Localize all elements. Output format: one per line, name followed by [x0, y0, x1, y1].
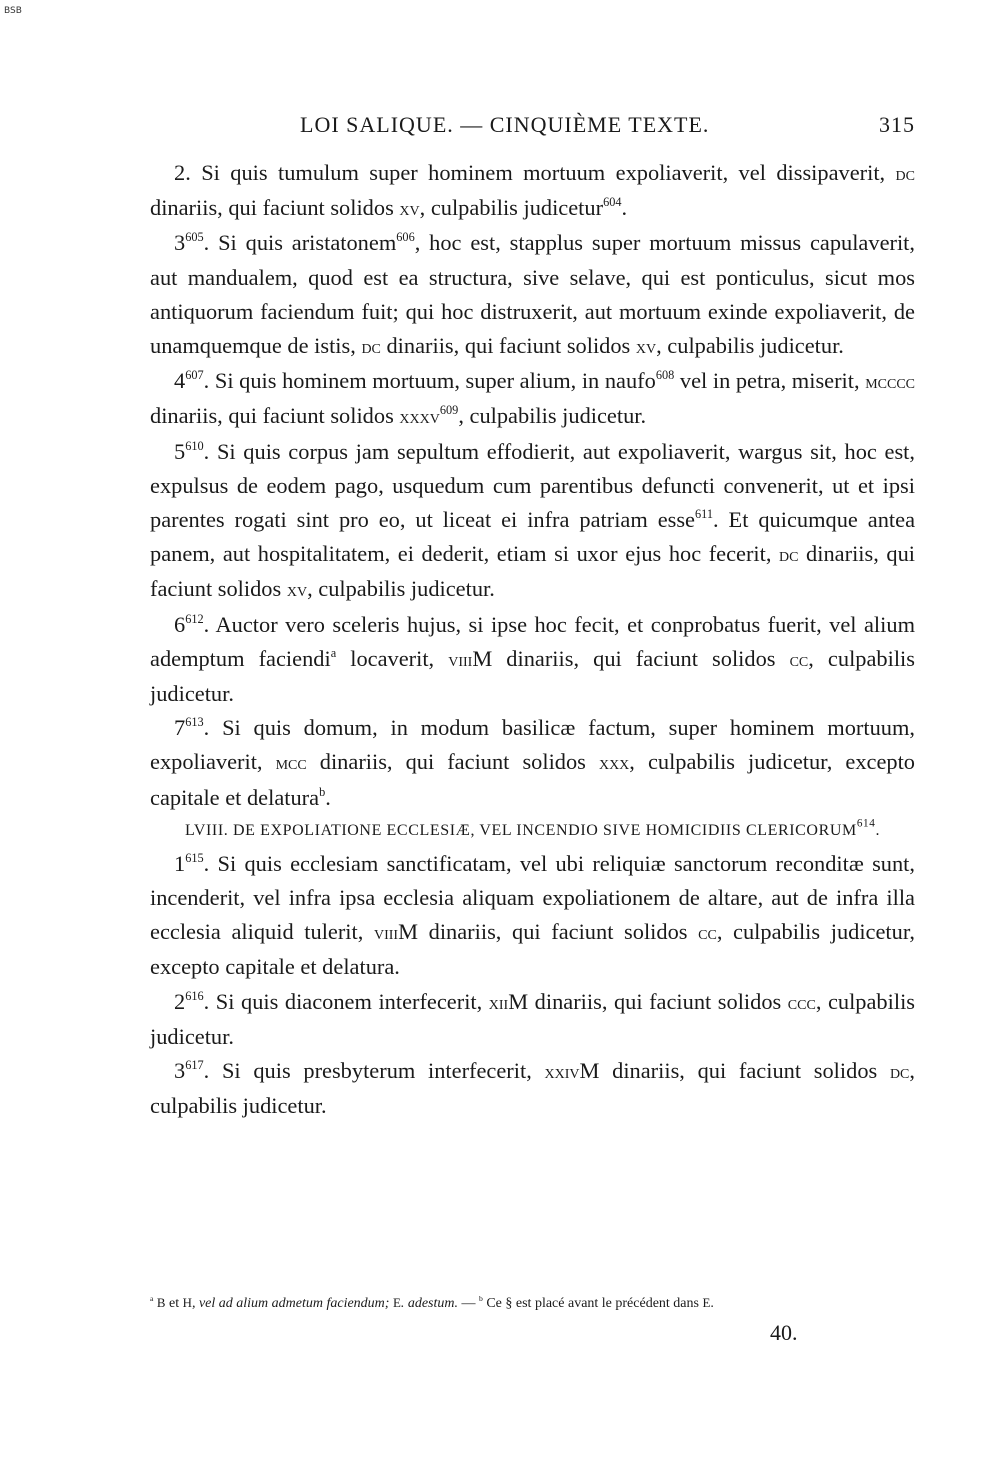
footnotes	[150, 1294, 915, 1313]
text-run: dinariis, qui faciunt solidos	[306, 749, 599, 775]
roman-numeral: dc	[889, 1061, 910, 1084]
text-run: M dinariis, qui faciunt solidos	[398, 919, 699, 945]
text-run: M dinariis, qui faciunt solidos	[508, 988, 788, 1014]
note-ref: 616	[185, 988, 204, 1003]
text-run: M dinariis, qui faciunt solidos	[579, 1058, 890, 1084]
text-run: , culpabilis judicetur.	[150, 645, 915, 707]
running-header	[150, 112, 915, 142]
text-run: . Si quis hominem mortuum, super alium, in naufo	[203, 368, 656, 394]
text-run: . Si quis diaconem interfecerit,	[203, 988, 489, 1014]
text-run: . Et quicumque antea panem, aut hospitalitatem, ei dederit, etiam si uxor ejus hoc fecerit,	[150, 507, 916, 567]
signature-mark: 40.	[770, 1320, 798, 1345]
roman-numeral: mcc	[275, 752, 307, 775]
text-run: , culpabilis judicetur, excepto capitale et delatura.	[150, 919, 915, 980]
note-ref: 611	[695, 506, 714, 521]
note-ref: 610	[185, 438, 204, 453]
paragraph-5	[150, 435, 915, 608]
text-run: dinariis, qui faciunt solidos	[380, 333, 636, 359]
text-run: 6	[174, 611, 186, 637]
text-run: .	[325, 784, 331, 810]
text-run: 3	[174, 230, 186, 256]
section-heading	[150, 815, 915, 847]
section-paragraph-2	[150, 985, 915, 1054]
roman-numeral: viii	[448, 648, 473, 671]
footnote-b-text: Ce § est placé avant le précédent dans	[482, 1296, 703, 1311]
text-run: 4	[174, 368, 186, 394]
text-run: , culpabilis judicetur.	[150, 988, 916, 1049]
text-run: . Auctor vero sceleris hujus, si ipse hoc fecit, et conprobatus fuerit, vel alium ademptum faciendi	[150, 611, 915, 671]
text-run: .	[710, 1296, 714, 1311]
paragraph-2	[150, 156, 915, 226]
roman-numeral: xv	[635, 336, 657, 359]
text-run: 7	[174, 715, 186, 741]
text-run: 2. Si quis tumulum super hominem mortuum expoliaverit, vel dissipaverit,	[174, 160, 896, 185]
note-ref: 613	[185, 715, 204, 730]
text-run: . Si quis corpus jam sepultum effodierit, aut expoliaverit, wargus sit, hoc est, expulsus de eodem pago, usquedum cum parentibus defuncti convenerit, ut et ipsi parentes rogati sint pro eo, ut liceat ei infra patriam esse	[150, 438, 915, 533]
footnote-ref: a	[330, 645, 337, 660]
heading-text: LVIII. DE EXPOLIATIONE ECCLESIÆ, VEL INCENDIO SIVE HOMICIDIIS CLERICORUM	[184, 821, 857, 839]
text-run: . Si quis domum, in modum basilicæ factum, super hominem mortuum, expoliaverit,	[150, 715, 915, 775]
paragraph-4	[150, 364, 915, 434]
roman-numeral: xxx	[598, 752, 630, 775]
roman-numeral: dc	[361, 336, 381, 359]
text-run: , culpabilis judicetur.	[458, 403, 647, 429]
roman-numeral: ccc	[787, 991, 816, 1014]
text-run: , culpabilis judicetur, excepto capitale et delatura	[150, 749, 915, 810]
roman-numeral: dc	[895, 163, 915, 185]
note-ref: 605	[185, 230, 204, 245]
section-paragraph-1	[150, 847, 915, 985]
section-paragraph-3	[150, 1054, 915, 1123]
text-run: , hoc est, stapplus super mortuum missus capulaverit, aut mandualem, quod est ea structura, sive selave, qui est ponticulus, sicut mos antiquorum faciendum fuit; qui hoc distruxerit, aut mortuum exinde expoliaverit, de unamquemque de istis,	[150, 230, 915, 359]
text-run: , culpabilis judicetur.	[307, 576, 495, 602]
note-ref: 617	[185, 1057, 204, 1072]
text-run: M dinariis, qui faciunt solidos	[472, 645, 790, 671]
text-body	[150, 156, 915, 1123]
note-ref: 609	[439, 403, 459, 418]
roman-numeral: dc	[779, 544, 799, 567]
manuscript-siglum: E	[392, 1296, 401, 1310]
footnote-a-text: , vel ad alium admetum faciendum;	[191, 1296, 393, 1311]
text-run: . Si quis ecclesiam sanctificatam, vel ubi reliquiæ sanctorum reconditæ sunt, incenderit, vel infra ipsa ecclesia aliquam expoliationem de altare, aut de infra illa ecclesia aliquid tulerit,	[150, 850, 915, 945]
text-run: , culpabilis judicetur.	[656, 333, 844, 359]
text-run: vel in petra, miserit,	[674, 368, 866, 394]
roman-numeral: xxxv	[399, 406, 440, 429]
roman-numeral: xii	[488, 991, 509, 1014]
roman-numeral: cc	[698, 922, 717, 945]
text-run: , culpabilis judicetur.	[150, 1058, 915, 1119]
text-run: dinariis, qui faciunt solidos	[150, 403, 400, 429]
roman-numeral: mcccc	[865, 371, 916, 394]
text-run: 3	[174, 1058, 186, 1084]
footnote-ref: b	[319, 784, 326, 799]
note-ref: 615	[185, 850, 204, 865]
page-number: 315	[879, 112, 915, 137]
manuscript-siglum: E	[702, 1296, 711, 1310]
note-ref: 604	[603, 194, 622, 209]
footnote-mark-b: b	[479, 1294, 483, 1304]
roman-numeral: viii	[373, 922, 399, 945]
manuscript-siglum: H	[182, 1296, 192, 1310]
text-run: .	[875, 821, 881, 839]
library-stamp: BSB	[4, 6, 22, 16]
running-title: LOI SALIQUE. — CINQUIÈME TEXTE.	[300, 112, 710, 137]
footnote-a-variant: . adestum.	[400, 1296, 458, 1311]
footnote-mark-a: a	[150, 1294, 154, 1304]
paragraph-3	[150, 226, 915, 364]
text-run: 2	[174, 988, 186, 1014]
text-run: . Si quis aristatonem	[203, 230, 397, 256]
roman-numeral: xv	[399, 198, 420, 221]
note-ref: 614	[856, 817, 876, 830]
roman-numeral: xxiv	[544, 1061, 580, 1084]
text-run: .	[621, 195, 628, 221]
text-run: et	[165, 1296, 183, 1311]
paragraph-6	[150, 608, 915, 712]
text-run: 5	[174, 438, 186, 464]
text-run: locaverit,	[336, 645, 449, 671]
note-ref: 607	[185, 367, 204, 382]
text-run: . Si quis presbyterum interfecerit,	[203, 1058, 545, 1084]
text-run: 1	[174, 850, 186, 876]
note-ref: 612	[185, 611, 204, 626]
paragraph-7	[150, 711, 915, 815]
text-run: dinariis, qui faciunt solidos	[150, 195, 400, 221]
roman-numeral: xv	[286, 579, 308, 602]
note-ref: 606	[396, 230, 415, 245]
note-ref: 608	[655, 367, 675, 382]
text-run: , culpabilis judicetur	[419, 195, 604, 221]
text-run: dinariis, qui faciunt solidos	[150, 541, 915, 602]
roman-numeral: cc	[789, 648, 809, 671]
separator: —	[458, 1296, 479, 1311]
manuscript-siglum: B	[156, 1296, 166, 1310]
